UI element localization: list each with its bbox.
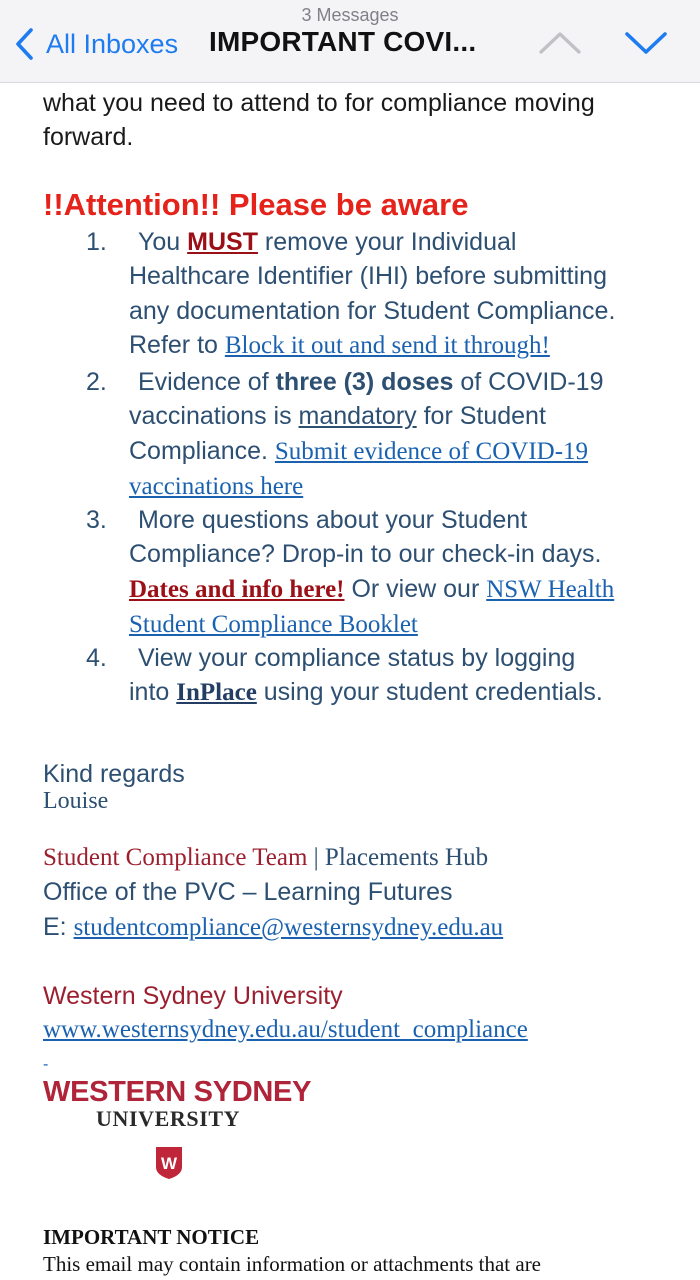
item-text: Healthcare Identifier (IHI) before submitting — [129, 262, 607, 291]
office-line: Office of the PVC – Learning Futures — [43, 878, 453, 906]
email-line — [43, 913, 503, 942]
email-address-link[interactable]: studentcompliance@westernsydney.edu.au — [73, 914, 504, 941]
mandatory-text: mandatory — [298, 402, 417, 431]
item-text: View your compliance status by logging — [138, 644, 576, 672]
item-text: for Student — [416, 402, 546, 431]
shield-letter: W — [160, 1154, 178, 1173]
logo-wordmark: WESTERN SYDNEY — [43, 1076, 312, 1108]
notice-text: This email may contain information or attachments that are — [43, 1252, 542, 1276]
chevron-down-icon — [624, 30, 668, 56]
item-text: Or view our — [344, 574, 487, 603]
compliance-url-link[interactable]: www.westernsydney.edu.au/student_compliance — [43, 1016, 528, 1043]
intro-text — [43, 86, 673, 154]
previous-message-button[interactable] — [538, 30, 582, 61]
logo-subtitle: UNIVERSITY — [96, 1106, 241, 1131]
chevron-left-icon — [14, 27, 34, 61]
list-number: 2. — [86, 368, 107, 396]
team-name: Student Compliance Team — [43, 844, 308, 871]
block-it-out-link[interactable]: Block it out and send it through! — [224, 332, 550, 360]
item-text: any documentation for Student Compliance. — [129, 296, 616, 325]
inplace-link[interactable]: InPlace — [176, 679, 257, 707]
dash-text: - — [43, 1056, 49, 1073]
item-text: vaccinations is — [129, 402, 299, 431]
item-text: Refer to — [129, 331, 225, 360]
list-number: 4. — [86, 644, 107, 672]
item-text: You — [138, 228, 188, 256]
item-text: Evidence of — [138, 368, 276, 396]
nsw-health-booklet-link[interactable]: NSW Health — [486, 575, 615, 603]
list-number: 3. — [86, 506, 107, 534]
item-text: into — [129, 678, 177, 707]
email-header — [0, 0, 700, 83]
signoff: Kind regards — [43, 760, 185, 788]
sender-name: Louise — [43, 788, 109, 814]
item-text: using your student credentials. — [256, 678, 603, 707]
item-text: remove your Individual — [257, 228, 517, 256]
university-name: Western Sydney University — [43, 982, 343, 1010]
item-text: Compliance? Drop-in to our check-in days. — [129, 540, 602, 569]
intro-line: forward. — [43, 123, 134, 151]
list-item — [86, 225, 689, 364]
item-text: More questions about your Student — [138, 506, 528, 534]
must-text: MUST — [187, 228, 258, 256]
team-separator: | — [307, 844, 325, 871]
university-shield-icon — [154, 1145, 184, 1186]
list-item — [86, 503, 689, 643]
back-label: All Inboxes — [46, 28, 179, 59]
intro-line: what you need to attend to for compliance moving — [43, 89, 595, 117]
next-message-button[interactable] — [624, 30, 668, 61]
back-to-inboxes-button[interactable] — [14, 26, 178, 62]
email-label: E: — [43, 913, 74, 941]
hub-name: Placements Hub — [324, 844, 489, 871]
list-item — [86, 641, 689, 711]
email-subject: IMPORTANT COVI... — [209, 26, 477, 57]
attention-heading: !!Attention!! Please be aware — [43, 187, 469, 222]
team-line — [43, 844, 488, 872]
item-text: Compliance. — [129, 436, 275, 465]
dates-info-link[interactable]: Dates and info here! — [129, 575, 345, 603]
message-count: 3 Messages — [301, 5, 399, 25]
list-number: 1. — [86, 228, 107, 256]
chevron-up-icon — [538, 30, 582, 56]
item-text: of COVID-19 — [453, 368, 604, 396]
submit-evidence-link[interactable]: Submit evidence of COVID-19 — [274, 437, 589, 465]
list-item — [86, 365, 689, 505]
submit-evidence-link[interactable]: vaccinations here — [129, 473, 304, 501]
notice-title: IMPORTANT NOTICE — [43, 1225, 260, 1249]
item-bold-text: three (3) doses — [275, 368, 454, 396]
nsw-health-booklet-link[interactable]: Student Compliance Booklet — [129, 611, 418, 639]
